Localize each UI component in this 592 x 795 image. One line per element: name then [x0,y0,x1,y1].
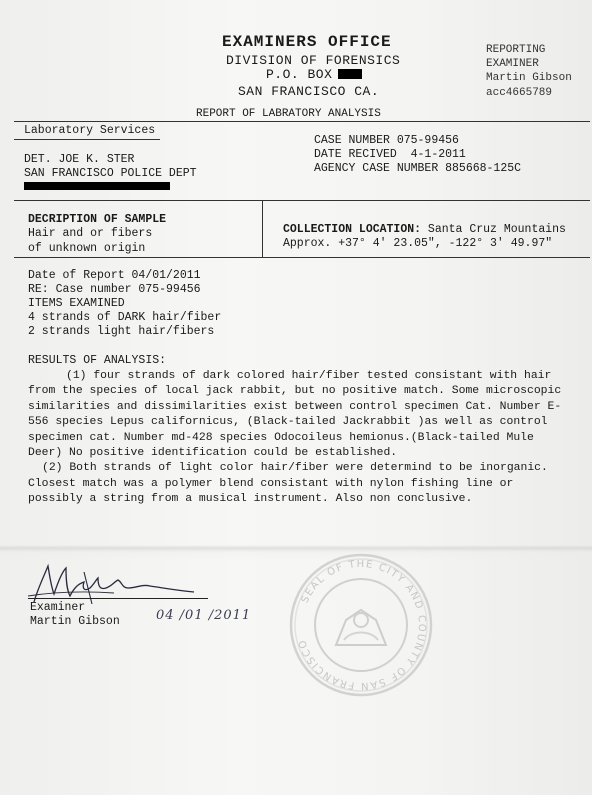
division-title: DIVISION OF FORENSICS [226,53,401,68]
divider [14,200,590,201]
collection-location [283,223,566,236]
collection-coordinates: Approx. +37° 4' 23.05", -122° 3' 49.97" [283,237,553,250]
redaction-bar [24,182,170,190]
reporting-examiner-name: Martin Gibson [486,72,572,84]
embossed-seal [286,550,436,700]
signature-line [28,598,208,599]
report-case-ref: RE: Case number 075-99456 [28,283,201,296]
examiner-label: Examiner [30,601,86,614]
case-number: CASE NUMBER 075-99456 [314,134,459,147]
sample-line-1: Hair and or fibers [28,227,153,240]
reporting-label: REPORTING [486,44,546,56]
city-line: SAN FRANCISCO CA. [238,84,380,99]
signature-date: 04 /01 /2011 [156,608,252,623]
divider [14,257,590,258]
divider [262,201,263,257]
item-2: 2 strands light hair/fibers [28,325,215,338]
results-body [28,369,568,508]
sample-heading: DECRIPTION OF SAMPLE [28,213,167,226]
office-title: EXAMINERS OFFICE [222,33,392,51]
seal-text: SEAL OF THE CITY AND COUNTY OF SAN FRANCISCO [296,558,428,692]
agency-case-number: AGENCY CASE NUMBER 885668-125C [314,162,522,175]
redaction-bar [338,69,362,79]
collection-place: Santa Cruz Mountains [421,223,566,236]
results-paragraph-1: (1) four strands of dark colored hair/fiber tested consistant with hair from the species of local jack rabbit, but no positive match. Some microscopic similarities and dissimilarities exist between control specimen Cat. Number E-556 species Lepus californicus, (Black-tailed Jackrabbit )as well as control specimen cat. Number md-428 species Odocoileus hemionus.(Black-tailed Mule Deer) No positive identification could be established. [28,370,562,460]
detective-name: DET. JOE K. STER [24,153,135,166]
item-1: 4 strands of DARK hair/fiber [28,311,222,324]
divider [14,121,590,122]
po-box: P.O. BOX [266,67,333,82]
examiner-label: EXAMINER [486,58,539,70]
date-received: DATE RECIVED 4-1-2011 [314,148,466,161]
items-heading: ITEMS EXAMINED [28,297,125,310]
results-heading: RESULTS OF ANALYSIS: [28,354,167,367]
report-date: Date of Report 04/01/2011 [28,269,201,282]
divider [14,139,160,140]
examiner-name: Martin Gibson [30,615,120,628]
lab-services: Laboratory Services [24,124,156,137]
department-name: SAN FRANCISCO POLICE DEPT [24,167,197,180]
sample-line-2: of unknown origin [28,242,146,255]
report-title: REPORT OF LABRATORY ANALYSIS [196,108,381,120]
collection-label: COLLECTION LOCATION: [283,223,422,236]
results-paragraph-2: (2) Both strands of light color hair/fiber were determind to be inorganic. Closest match was a polymer blend consistant with nylon fishing line or possibly a string from a musical instrument. Also non conclusive. [28,462,548,506]
reporting-examiner-account: acc4665789 [486,87,553,99]
